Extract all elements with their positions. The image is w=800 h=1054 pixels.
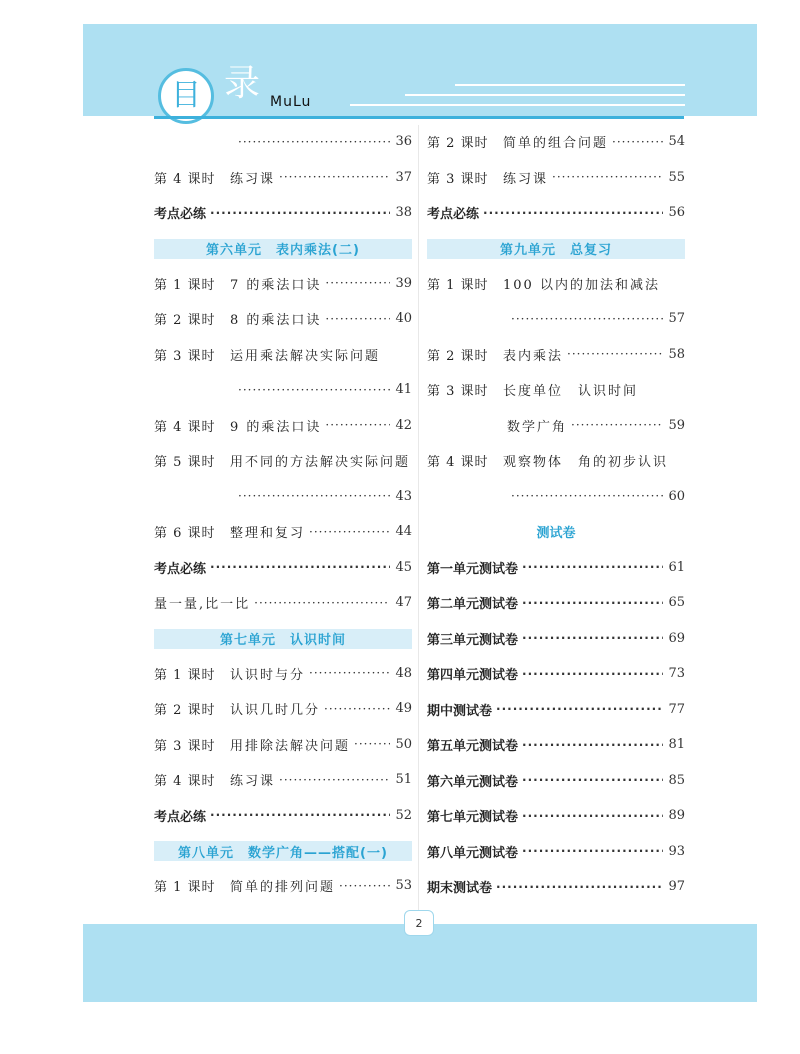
leader-dots xyxy=(522,667,663,681)
entry-label: 第七单元测试卷 xyxy=(427,810,519,826)
toc-entry-practice[interactable] xyxy=(154,550,412,586)
leader-dots xyxy=(612,135,663,149)
lesson-title: 练习课 xyxy=(230,171,276,187)
lesson-number: 第 1 课时 xyxy=(154,667,216,683)
toc-entry-practice[interactable] xyxy=(154,798,412,834)
header-rule xyxy=(154,116,684,119)
entry-label xyxy=(154,735,350,754)
page-ref: 85 xyxy=(668,772,685,788)
entry-label: 第一单元测试卷 xyxy=(427,561,519,577)
leader-dots xyxy=(511,489,663,503)
leader-dots xyxy=(571,418,663,432)
lesson-title: 简单的组合问题 xyxy=(503,136,609,152)
page-ref: 77 xyxy=(668,701,685,717)
leader-dots xyxy=(483,206,663,220)
page-ref: 65 xyxy=(668,595,685,611)
entry-label: 考点必练 xyxy=(154,207,207,223)
leader-dots xyxy=(238,383,390,397)
entry-label xyxy=(427,380,638,399)
lesson-number: 第 4 课时 xyxy=(427,455,489,471)
leader-dots xyxy=(324,702,390,716)
page-ref: 73 xyxy=(668,666,685,682)
lesson-number: 第 6 课时 xyxy=(154,526,216,542)
lesson-title: 长度单位 认识时间 xyxy=(503,384,639,400)
page-ref: 93 xyxy=(668,843,685,859)
leader-dots xyxy=(279,773,390,787)
lesson-title: 7 的乘法口诀 xyxy=(230,277,322,293)
lesson-number: 第 2 课时 xyxy=(154,313,216,329)
toc-entry-test[interactable] xyxy=(427,585,685,621)
entry-label: 考点必练 xyxy=(154,561,207,577)
lesson-number: 第 3 课时 xyxy=(154,738,216,754)
toc-entry-test[interactable] xyxy=(427,763,685,799)
title-pinyin: MuLu xyxy=(270,94,312,110)
toc-entry-test[interactable] xyxy=(427,834,685,870)
leader-dots xyxy=(522,631,663,645)
lesson-number: 第 1 课时 xyxy=(154,880,216,896)
page-ref: 58 xyxy=(668,346,685,362)
entry-label xyxy=(154,522,305,541)
lesson-title: 数学广角 xyxy=(507,419,568,435)
toc-entry-test[interactable] xyxy=(427,727,685,763)
header-deco-line xyxy=(455,84,685,86)
toc-entry-continued[interactable] xyxy=(427,479,685,515)
leader-dots xyxy=(254,596,390,610)
page-ref: 47 xyxy=(395,595,412,611)
toc-entry[interactable] xyxy=(154,443,412,479)
lesson-number: 第 2 课时 xyxy=(154,703,216,719)
leader-dots xyxy=(325,418,390,432)
leader-dots xyxy=(552,170,663,184)
entry-label xyxy=(154,699,320,718)
toc-entry[interactable] xyxy=(154,408,412,444)
toc-entry[interactable] xyxy=(154,266,412,302)
lesson-number: 第 4 课时 xyxy=(154,171,216,187)
lesson-title: 练习课 xyxy=(503,171,549,187)
column-divider xyxy=(418,125,419,915)
page-number: 2 xyxy=(404,910,434,936)
tests-heading[interactable]: 测试卷 xyxy=(536,526,576,542)
leader-dots xyxy=(496,880,663,894)
toc-entry-continued[interactable] xyxy=(154,479,412,515)
toc-entry-practice[interactable] xyxy=(427,195,685,231)
page-ref: 69 xyxy=(668,630,685,646)
toc-entry-test[interactable] xyxy=(427,550,685,586)
page-ref: 37 xyxy=(395,169,412,185)
leader-dots xyxy=(309,525,390,539)
entry-label: 第八单元测试卷 xyxy=(427,845,519,861)
lesson-number: 第 4 课时 xyxy=(154,419,216,435)
unit-heading-9[interactable]: 第九单元 总复习 xyxy=(427,239,685,259)
page-ref: 51 xyxy=(395,772,412,788)
toc-entry-practice[interactable] xyxy=(154,195,412,231)
leader-dots xyxy=(339,879,390,893)
toc-entry-continued[interactable] xyxy=(154,372,412,408)
entry-label: 考点必练 xyxy=(427,207,480,223)
leader-dots xyxy=(522,844,663,858)
lesson-number: 第 3 课时 xyxy=(154,348,216,364)
toc-entry[interactable] xyxy=(154,585,412,621)
lesson-title: 9 的乘法口诀 xyxy=(230,419,322,435)
page-ref: 43 xyxy=(395,488,412,504)
lesson-number: 第 1 课时 xyxy=(427,277,489,293)
unit-heading-6[interactable]: 第六单元 表内乘法(二) xyxy=(154,239,412,259)
toc-entry[interactable] xyxy=(154,514,412,550)
toc-entry-continued[interactable] xyxy=(427,408,685,444)
entry-label xyxy=(154,309,321,328)
entry-label xyxy=(154,451,410,470)
page-ref: 81 xyxy=(668,737,685,753)
leader-dots xyxy=(238,135,390,149)
unit-heading-7[interactable]: 第七单元 认识时间 xyxy=(154,629,412,649)
entry-label xyxy=(154,876,335,895)
leader-dots xyxy=(309,666,390,680)
header-deco-line xyxy=(405,94,685,96)
toc-entry[interactable] xyxy=(427,266,685,302)
page-ref: 39 xyxy=(395,275,412,291)
page-ref: 49 xyxy=(395,701,412,717)
entry-label: 第四单元测试卷 xyxy=(427,668,519,684)
entry-label xyxy=(154,416,321,435)
page-ref: 61 xyxy=(668,559,685,575)
page-ref: 56 xyxy=(668,205,685,221)
page-ref: 42 xyxy=(395,417,412,433)
page-ref: 50 xyxy=(395,736,412,752)
leader-dots xyxy=(522,560,663,574)
toc-entry[interactable] xyxy=(427,443,685,479)
lesson-number: 第 3 课时 xyxy=(427,171,489,187)
lesson-number: 第 4 课时 xyxy=(154,774,216,790)
lesson-title: 简单的排列问题 xyxy=(230,880,336,896)
entry-label xyxy=(154,345,380,364)
leader-dots xyxy=(522,596,663,610)
leader-dots xyxy=(522,738,663,752)
toc-entry[interactable] xyxy=(154,160,412,196)
entry-label xyxy=(427,274,660,293)
toc-entry[interactable] xyxy=(154,656,412,692)
lesson-title: 8 的乘法口诀 xyxy=(230,313,322,329)
page-ref: 48 xyxy=(395,665,412,681)
lesson-title: 用不同的方法解决实际问题 xyxy=(230,455,411,471)
lesson-title: 运用乘法解决实际问题 xyxy=(230,348,381,364)
toc-entry[interactable] xyxy=(154,727,412,763)
title-char-lu: 录 xyxy=(224,63,261,104)
toc-entry[interactable] xyxy=(154,762,412,798)
page-ref: 55 xyxy=(668,169,685,185)
page-ref: 53 xyxy=(395,878,412,894)
lesson-title: 量一量,比一比 xyxy=(154,597,251,613)
toc-entry-test[interactable] xyxy=(427,656,685,692)
leader-dots xyxy=(522,773,663,787)
entry-label xyxy=(154,770,275,789)
lesson-title: 观察物体 角的初步认识 xyxy=(503,455,669,471)
toc-entry[interactable] xyxy=(154,301,412,337)
leader-dots xyxy=(522,809,663,823)
leader-dots xyxy=(210,560,390,574)
entry-label: 期末测试卷 xyxy=(427,881,493,897)
page-ref: 44 xyxy=(395,524,412,540)
toc-entry-test[interactable] xyxy=(427,869,685,905)
entry-label: 考点必练 xyxy=(154,809,207,825)
toc-entry[interactable] xyxy=(154,124,412,160)
entry-label xyxy=(154,274,321,293)
entry-label xyxy=(427,168,548,187)
toc-entry[interactable] xyxy=(154,868,412,904)
leader-dots xyxy=(511,312,663,326)
leader-dots xyxy=(210,808,390,822)
leader-dots xyxy=(238,489,390,503)
lesson-title: 练习课 xyxy=(230,774,276,790)
lesson-title: 整理和复习 xyxy=(230,526,306,542)
entry-label xyxy=(427,132,608,151)
header-deco-line xyxy=(350,104,685,106)
page-ref: 45 xyxy=(395,559,412,575)
page-ref: 97 xyxy=(668,879,685,895)
page-ref: 41 xyxy=(395,382,412,398)
toc-entry[interactable] xyxy=(154,691,412,727)
toc-entry-test[interactable] xyxy=(427,798,685,834)
leader-dots xyxy=(210,206,390,220)
page-ref: 57 xyxy=(668,311,685,327)
lesson-number: 第 3 课时 xyxy=(427,384,489,400)
toc-entry[interactable] xyxy=(427,337,685,373)
page-ref: 54 xyxy=(668,134,685,150)
page-ref: 52 xyxy=(395,807,412,823)
toc-left-column xyxy=(154,124,412,904)
page-ref: 59 xyxy=(668,417,685,433)
entry-label: 第三单元测试卷 xyxy=(427,632,519,648)
entry-label xyxy=(427,451,668,470)
page-ref: 60 xyxy=(668,488,685,504)
lesson-title: 认识几时几分 xyxy=(230,703,321,719)
toc-entry[interactable] xyxy=(154,337,412,373)
page-ref: 40 xyxy=(395,311,412,327)
page-ref: 36 xyxy=(395,134,412,150)
lesson-number: 第 5 课时 xyxy=(154,455,216,471)
toc-entry-continued[interactable] xyxy=(427,301,685,337)
lesson-title: 认识时与分 xyxy=(230,667,306,683)
leader-dots xyxy=(354,737,390,751)
leader-dots xyxy=(325,276,390,290)
lesson-title: 表内乘法 xyxy=(503,348,564,364)
toc-right-column xyxy=(427,124,685,905)
entry-label xyxy=(427,345,563,364)
lesson-number: 第 2 课时 xyxy=(427,348,489,364)
leader-dots xyxy=(496,702,663,716)
lesson-number: 第 1 课时 xyxy=(154,277,216,293)
lesson-title: 用排除法解决问题 xyxy=(230,738,351,754)
lesson-title: 100 以内的加法和减法 xyxy=(503,277,660,293)
toc-entry[interactable] xyxy=(427,160,685,196)
entry-label xyxy=(154,168,275,187)
toc-entry-test[interactable] xyxy=(427,692,685,728)
entry-label: 第五单元测试卷 xyxy=(427,739,519,755)
leader-dots xyxy=(279,170,390,184)
page-ref: 38 xyxy=(395,205,412,221)
toc-entry[interactable] xyxy=(427,124,685,160)
entry-label: 第六单元测试卷 xyxy=(427,774,519,790)
leader-dots xyxy=(325,312,390,326)
entry-label xyxy=(154,664,305,683)
entry-label: 期中测试卷 xyxy=(427,703,493,719)
leader-dots xyxy=(567,347,663,361)
page-ref: 89 xyxy=(668,808,685,824)
title-char-mu: 目 xyxy=(171,78,201,113)
toc-entry-test[interactable] xyxy=(427,621,685,657)
unit-heading-8[interactable]: 第八单元 数学广角——搭配(一) xyxy=(154,841,412,861)
lesson-number: 第 2 课时 xyxy=(427,136,489,152)
entry-label: 第二单元测试卷 xyxy=(427,597,519,613)
toc-entry[interactable] xyxy=(427,372,685,408)
